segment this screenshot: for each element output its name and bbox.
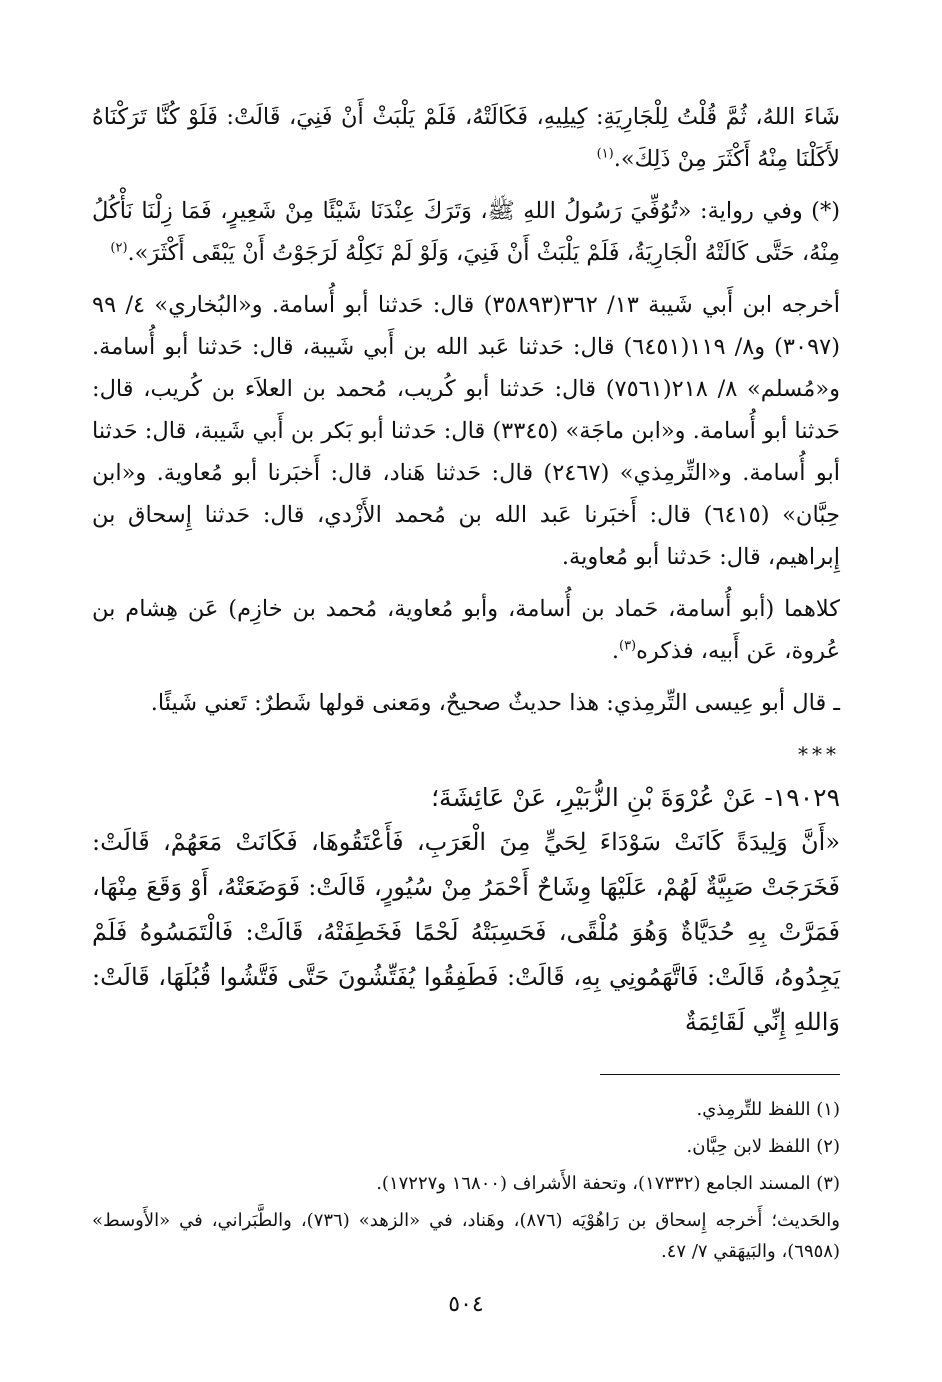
hadith-heading: ١٩٠٢٩- عَنْ عُرْوَةَ بْنِ الزُّبَيْرِ، عَنْ عَائِشَةَ؛ xyxy=(431,783,840,812)
footnote-3-continuation: والحَديث؛ أَخرجه إِسحاق بن رَاهُوْيَه (٨٧٦)، وهَناد، في «الزهد» (٧٣٦)، والطَّبَراني، في «الأَوسط» (٦٩٥٨)، والبَيهَقي ٧/ ٤٧. xyxy=(92,1210,840,1262)
paragraph-both-narrators: كلاهما (أبو أُسامة، حَماد بن أُسامة، وأبو مُعاوية، مُحمد بن خازِم) عَن هِشام بن عُروة، عَن أَبيه، فذكره$^{(٣)}$. xyxy=(92,596,840,664)
paragraph-continuation xyxy=(92,96,840,180)
footnote-2: (٢) اللفظ لابن حِبَّان. xyxy=(686,1136,840,1157)
footnote-3: (٣) المسند الجامع (١٧٣٣٢)، وتحفة الأَشراف (١٦٨٠٠ و١٧٢٢٧). xyxy=(376,1173,840,1194)
main-text xyxy=(92,96,840,1045)
footnote-divider xyxy=(600,1074,840,1075)
footnote-ref: (٣) xyxy=(618,638,637,654)
hadith-text: «أَنَّ وَلِيدَةً كَانَتْ سَوْدَاءَ لِحَيٍّ مِنَ الْعَرَبِ، فَأَعْتَقُوهَا، فَكَانَتْ مَعَهُمْ، قَالَتْ: فَخَرَجَتْ صَبِيَّةٌ لَهُمْ، عَلَيْهَا وِشَاحٌ أَحْمَرُ مِنْ سُيُورٍ، قَالَتْ: فَوَضَعَتْهُ، أَوْ وَقَعَ مِنْهَا، فَمَرَّتْ بِهِ حُدَيَّاةٌ وَهُوَ مُلْقًى، فَحَسِبَتْهُ لَحْمًا فَخَطِفَتْهُ، قَالَتْ: فَالْتَمَسُوهُ فَلَمْ يَجِدُوهُ، قَالَتْ: فَاتَّهَمُونِي بِهِ، قَالَتْ: فَطَفِقُوا يُفَتِّشُونَ حَتَّى فَتَّشُوا قُبُلَهَا، قَالَتْ: وَاللهِ إِنِّي لَقَائِمَةٌ xyxy=(92,828,840,1036)
paragraph-variant-narration xyxy=(92,190,840,274)
book-page xyxy=(92,96,840,1346)
footnotes xyxy=(92,1094,840,1273)
paragraph-text: (*) وفي رواية: «تُوُفِّيَ رَسُولُ اللهِ ﷺ، وَتَرَكَ عِنْدَنَا شَيْئًا مِنْ شَعِيرٍ، فَمَا زِلْنَا نَأْكُلُ مِنْهُ، حَتَّى كَالَتْهُ الْجَارِيَةُ، فَلَمْ يَلْبَثْ أَنْ فَنِيَ، وَلَوْ لَمْ نَكِلْهُ لَرَجَوْتُ أَنْ يَبْقَى أَكْثَرَ». xyxy=(92,198,840,266)
paragraph-text: ـ قال أبو عِيسى التِّرمِذي: هذا حديثٌ صحيحٌ، ومَعنى قولها شَطرٌ: تَعني شَيئًا. xyxy=(150,690,840,716)
section-separator: *** xyxy=(798,742,840,766)
paragraph-text: كلاهما (أبو أُسامة، حَماد بن أُسامة، وأبو مُعاوية، مُحمد بن خازِم) عَن هِشام بن عُروة، عَن أَبيه، فذكره xyxy=(92,596,840,664)
paragraph-text: شَاءَ اللهُ، ثُمَّ قُلْتُ لِلْجَارِيَةِ: كِيلِيهِ، فَكَالَتْهُ، فَلَمْ يَلْبَثْ أَنْ فَنِيَ، قَالَتْ: فَلَوْ كُنَّا تَرَكْنَاهُ لأَكَلْنَا مِنْهُ أَكْثَرَ مِنْ ذَلِكَ». xyxy=(92,104,840,172)
footnote-ref: (٢) xyxy=(110,240,128,256)
page-number: ٥٠٤ xyxy=(448,1292,484,1317)
paragraph-text: أخرجه ابن أَبي شَيبة ١٣/ ٣٦٢(٣٥٨٩٣) قال: حَدثنا أبو أُسامة. و«البُخاري» ٤/ ٩٩ (٣٠٩٧) و٨/ ١١٩(٦٤٥١) قال: حَدثنا عَبد الله بن أَبي شَيبة، قال: حَدثنا أبو أُسامة. و«مُسلم» ٨/ ٢١٨(٧٥٦١) قال: حَدثنا أبو كُريب، مُحمد بن العلاَء بن كُريب، قال: حَدثنا أبو أُسامة. و«ابن ماجَة» (٣٣٤٥) قال: حَدثنا أبو بَكر بن أَبي شَيبة، قال: حَدثنا أبو أُسامة. و«التِّرمِذي» (٢٤٦٧) قال: حَدثنا هَناد، قال: أَخبَرنا أبو مُعاوية. و«ابن حِبَّان» (٦٤١٥) قال: أَخبَرنا عَبد الله بن مُحمد الأَزْدي، قال: حَدثنا إِسحاق بن إِبراهيم، قال: حَدثنا أبو مُعاوية. xyxy=(92,292,841,570)
footnote-1: (١) اللفظ للتِّرمِذي. xyxy=(696,1099,840,1120)
paragraph-tirmidhi-comment xyxy=(92,682,840,724)
paragraph-takhrij xyxy=(92,284,840,578)
footnote-ref: (١) xyxy=(596,146,614,162)
